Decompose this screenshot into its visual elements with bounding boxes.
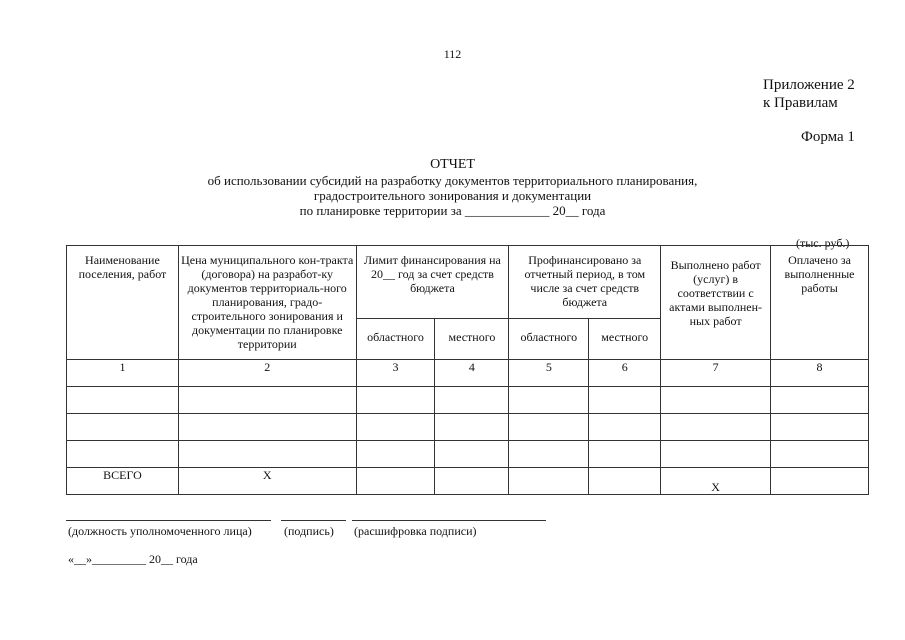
- signature-line-position: [66, 520, 271, 521]
- total-col2-mark: Х: [178, 468, 356, 495]
- table-row: [67, 414, 869, 441]
- form-label: Форма 1: [801, 129, 855, 145]
- appendix-block: [763, 76, 855, 112]
- page-number: 112: [443, 47, 462, 61]
- col-num: 4: [435, 360, 509, 387]
- document-subtitle: [0, 173, 905, 218]
- appendix-line2: к Правилам: [763, 95, 838, 111]
- col-num: 3: [356, 360, 435, 387]
- signature-line-decode: [352, 520, 546, 521]
- total-row: [67, 468, 869, 495]
- table-row: [67, 441, 869, 468]
- header-limit: Лимит финансирования на 20__ год за счет средств бюджета: [356, 246, 509, 319]
- date-line: «__»_________ 20__ года: [68, 552, 198, 566]
- financed-local: местного: [589, 319, 661, 360]
- subtitle-line3: по планировке территории за _____________ 20__ года: [299, 203, 606, 218]
- signature-decode-caption: (расшифровка подписи): [354, 524, 477, 538]
- subtitle-line1: об использовании субсидий на разработку документов территориального планирования,: [207, 173, 698, 188]
- header-paid: Оплачено за выполненные работы: [771, 246, 869, 360]
- table-row: [67, 387, 869, 414]
- report-table: [66, 245, 869, 495]
- signature-line-sign: [281, 520, 346, 521]
- financed-regional: областного: [509, 319, 589, 360]
- col-num: 7: [661, 360, 771, 387]
- total-label: ВСЕГО: [67, 468, 179, 495]
- col-num: 5: [509, 360, 589, 387]
- limit-regional: областного: [356, 319, 435, 360]
- header-financed: Профинансировано за отчетный период, в том числе за счет средств бюджета: [509, 246, 661, 319]
- col-num: 6: [589, 360, 661, 387]
- col-num: 2: [178, 360, 356, 387]
- signature-sign-caption: (подпись): [284, 524, 334, 538]
- col-num: 8: [771, 360, 869, 387]
- total-col7-mark: Х: [661, 468, 771, 495]
- document-title: ОТЧЕТ: [430, 157, 475, 172]
- col-num: 1: [67, 360, 179, 387]
- units-label: (тыс. руб.): [796, 236, 850, 250]
- appendix-line1: Приложение 2: [763, 77, 855, 93]
- header-completed: Выполнено работ (услуг) в соответствии с актами выполнен-ных работ: [661, 246, 771, 360]
- header-row: [67, 246, 869, 319]
- header-contract-price: Цена муниципального кон-тракта (договора) на разработ-ку документов территориаль-ного планирования, градо-строительного зонирования и документации по планировке территории: [178, 246, 356, 360]
- column-numbers-row: [67, 360, 869, 387]
- limit-local: местного: [435, 319, 509, 360]
- header-settlement: Наименование поселения, работ: [67, 246, 179, 360]
- subtitle-line2: градостроительного зонирования и документации: [313, 188, 592, 203]
- signature-position-caption: (должность уполномоченного лица): [68, 524, 252, 538]
